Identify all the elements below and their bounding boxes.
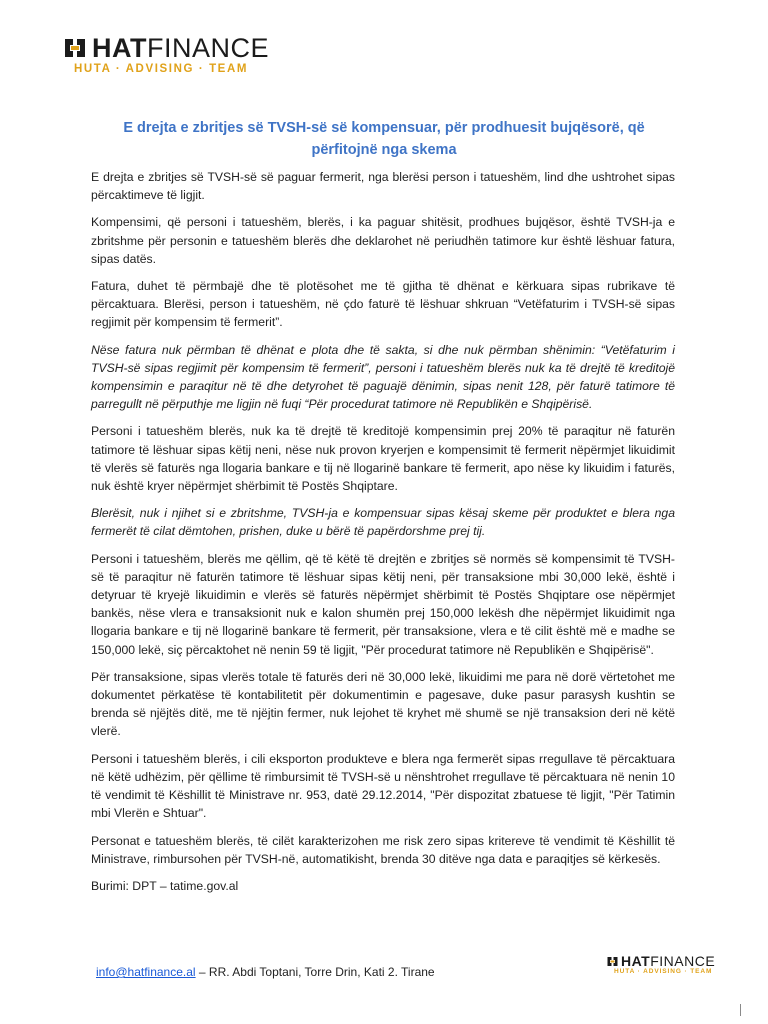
source-line: Burimi: DPT – tatime.gov.al — [91, 878, 239, 893]
logo-tagline: HUTA · ADVISING · TEAM — [74, 63, 249, 75]
hat-logo-icon — [62, 37, 88, 59]
paragraph: Fatura, duhet të përmbajë dhe të plotësohet me të gjitha të dhënat e kërkuara sipas rubrikave të përcaktuara. Blerësi, person i tatueshëm, në çdo faturë të lëshuar shkruan “Vetëfaturim i TVSH-së sipas regjimit për kompensim të fermerit”. — [91, 279, 675, 330]
logo-wordmark — [92, 34, 269, 62]
document-title: E drejta e zbritjes së TVSH-së së kompensuar, për prodhuesit bujqësorë, që përfitojnë nga skema — [123, 120, 645, 158]
paragraph: Personat e tatueshëm blerës, të cilët karakterizohen me risk zero sipas kritereve të vendimit të Këshillit të Ministrave, rimbursohen për TVSH-në, automatikisht, brenda 30 ditëve nga data e paraqitjes së kërkesës. — [91, 833, 675, 866]
logo-wordmark — [621, 954, 715, 968]
paragraph-italic: Nëse fatura nuk përmban të dhënat e plota dhe të sakta, si dhe nuk përmban shënimin: “Vetëfaturim i TVSH-së sipas regjimit për kompensim të fermerit”, personi i tatueshëm blerës nuk ka të drejtë të kreditojë kompensimin e paraqitur në të dhe detyrohet të paguajë dënimin, sipas nenit 128, për faturë tatimore të parregullt në përputhje me ligjin në fuqi “Për procedurat tatimore në Republikën e Shqipërisë. — [91, 342, 675, 412]
hat-logo-icon — [606, 956, 619, 967]
footer-contact — [96, 964, 435, 980]
logo-brand-bold: HAT — [621, 953, 651, 969]
header-logo — [62, 34, 269, 76]
page-edge-mark — [740, 1004, 741, 1016]
logo-brand-regular: FINANCE — [147, 33, 270, 63]
logo-tagline: HUTA · ADVISING · TEAM — [614, 968, 713, 975]
document-body — [91, 168, 675, 904]
paragraph: Personi i tatueshëm blerës, i cili eksporton produkteve e blera nga fermerët sipas rregullave të përcaktuara në këtë udhëzim, për qëllime të rimbursimit të TVSH-së u nënshtrohet rregullave të përcaktuara në nenin 10 të vendimit të Këshillit të Ministrave nr. 953, datë 29.12.2014, "Për dispozitat zbatuese të ligjit, "Për Tatimin mbi Vlerën e Shtuar". — [91, 751, 675, 821]
paragraph: Personi i tatueshëm blerës, nuk ka të drejtë të kreditojë kompensimin prej 20% të paraqitur në faturën tatimore të lëshuar sipas këtij neni, nëse nuk provon kryerjen e kompensimit të fermerit nëpërmjet likuidimit të vlerës së faturës nga llogaria bankare e tij në llogarinë bankare të fermerit, apo nëse ky likuidim i faturës, nuk është kryer nëpërmjet shërbimit të Postës Shqiptare. — [91, 424, 675, 494]
footer-email-link[interactable]: info@hatfinance.al — [96, 965, 196, 979]
paragraph-italic: Blerësit, nuk i njihet si e zbritshme, TVSH-ja e kompensuar sipas kësaj skeme për produktet e blera nga fermerët të cilat dëmtohen, prishen, duke u bërë të papërdorshme prej tij. — [91, 506, 675, 539]
logo-brand-regular: FINANCE — [650, 953, 716, 969]
footer-address: – RR. Abdi Toptani, Torre Drin, Kati 2. Tirane — [195, 965, 435, 979]
paragraph: E drejta e zbritjes së TVSH-së së paguar fermerit, nga blerësi person i tatueshëm, lind dhe ushtrohet sipas përcaktimeve të ligjit. — [91, 170, 675, 203]
footer-logo — [606, 954, 715, 976]
paragraph: Personi i tatueshëm, blerës me qëllim, që të këtë të drejtën e zbritjes së normës së kompensimit të TVSH-së të paraqitur në faturën tatimore të lëshuar sipas këtij neni, për transaksione mbi 30,000 lekë, është i detyruar të kryejë likuidimin e vlerës së faturës nëpërmjet shërbimit të Postës Shqiptare ose nëpërmjet bankës, nëse vlera e transaksionit nuk e kalon shumën prej 150,000 lekësh dhe nëpërmjet likuidimit nga llogaria bankare e tij në llogarinë bankare të fermerit, për transaksione, vlera e të cilit është më e madhe se 150,000 lekë, siç përcaktohet në nenin 59 të ligjit, "Për procedurat tatimore në Republikën e Shqipërisë". — [91, 551, 675, 657]
paragraph: Kompensimi, që personi i tatueshëm, blerës, i ka paguar shitësit, prodhues bujqësor, është TVSH-ja e zbritshme për personin e tatueshëm blerës dhe deklarohet në periudhën tatimore kur është lëshuar fatura, sipas datës. — [91, 215, 675, 266]
paragraph: Për transaksione, sipas vlerës totale të faturës deri në 30,000 lekë, likuidimi me para në dorë vërtetohet me dokumentet përkatëse të kontabilitetit për dokumentimin e pagesave, duke pasur parasysh kushtin se brenda së njëjtës ditë, me të njëjtin fermer, nuk lejohet të kryhet më shumë se një transaksion deri në këtë vlerë. — [91, 669, 675, 739]
logo-brand-bold: HAT — [92, 33, 147, 63]
